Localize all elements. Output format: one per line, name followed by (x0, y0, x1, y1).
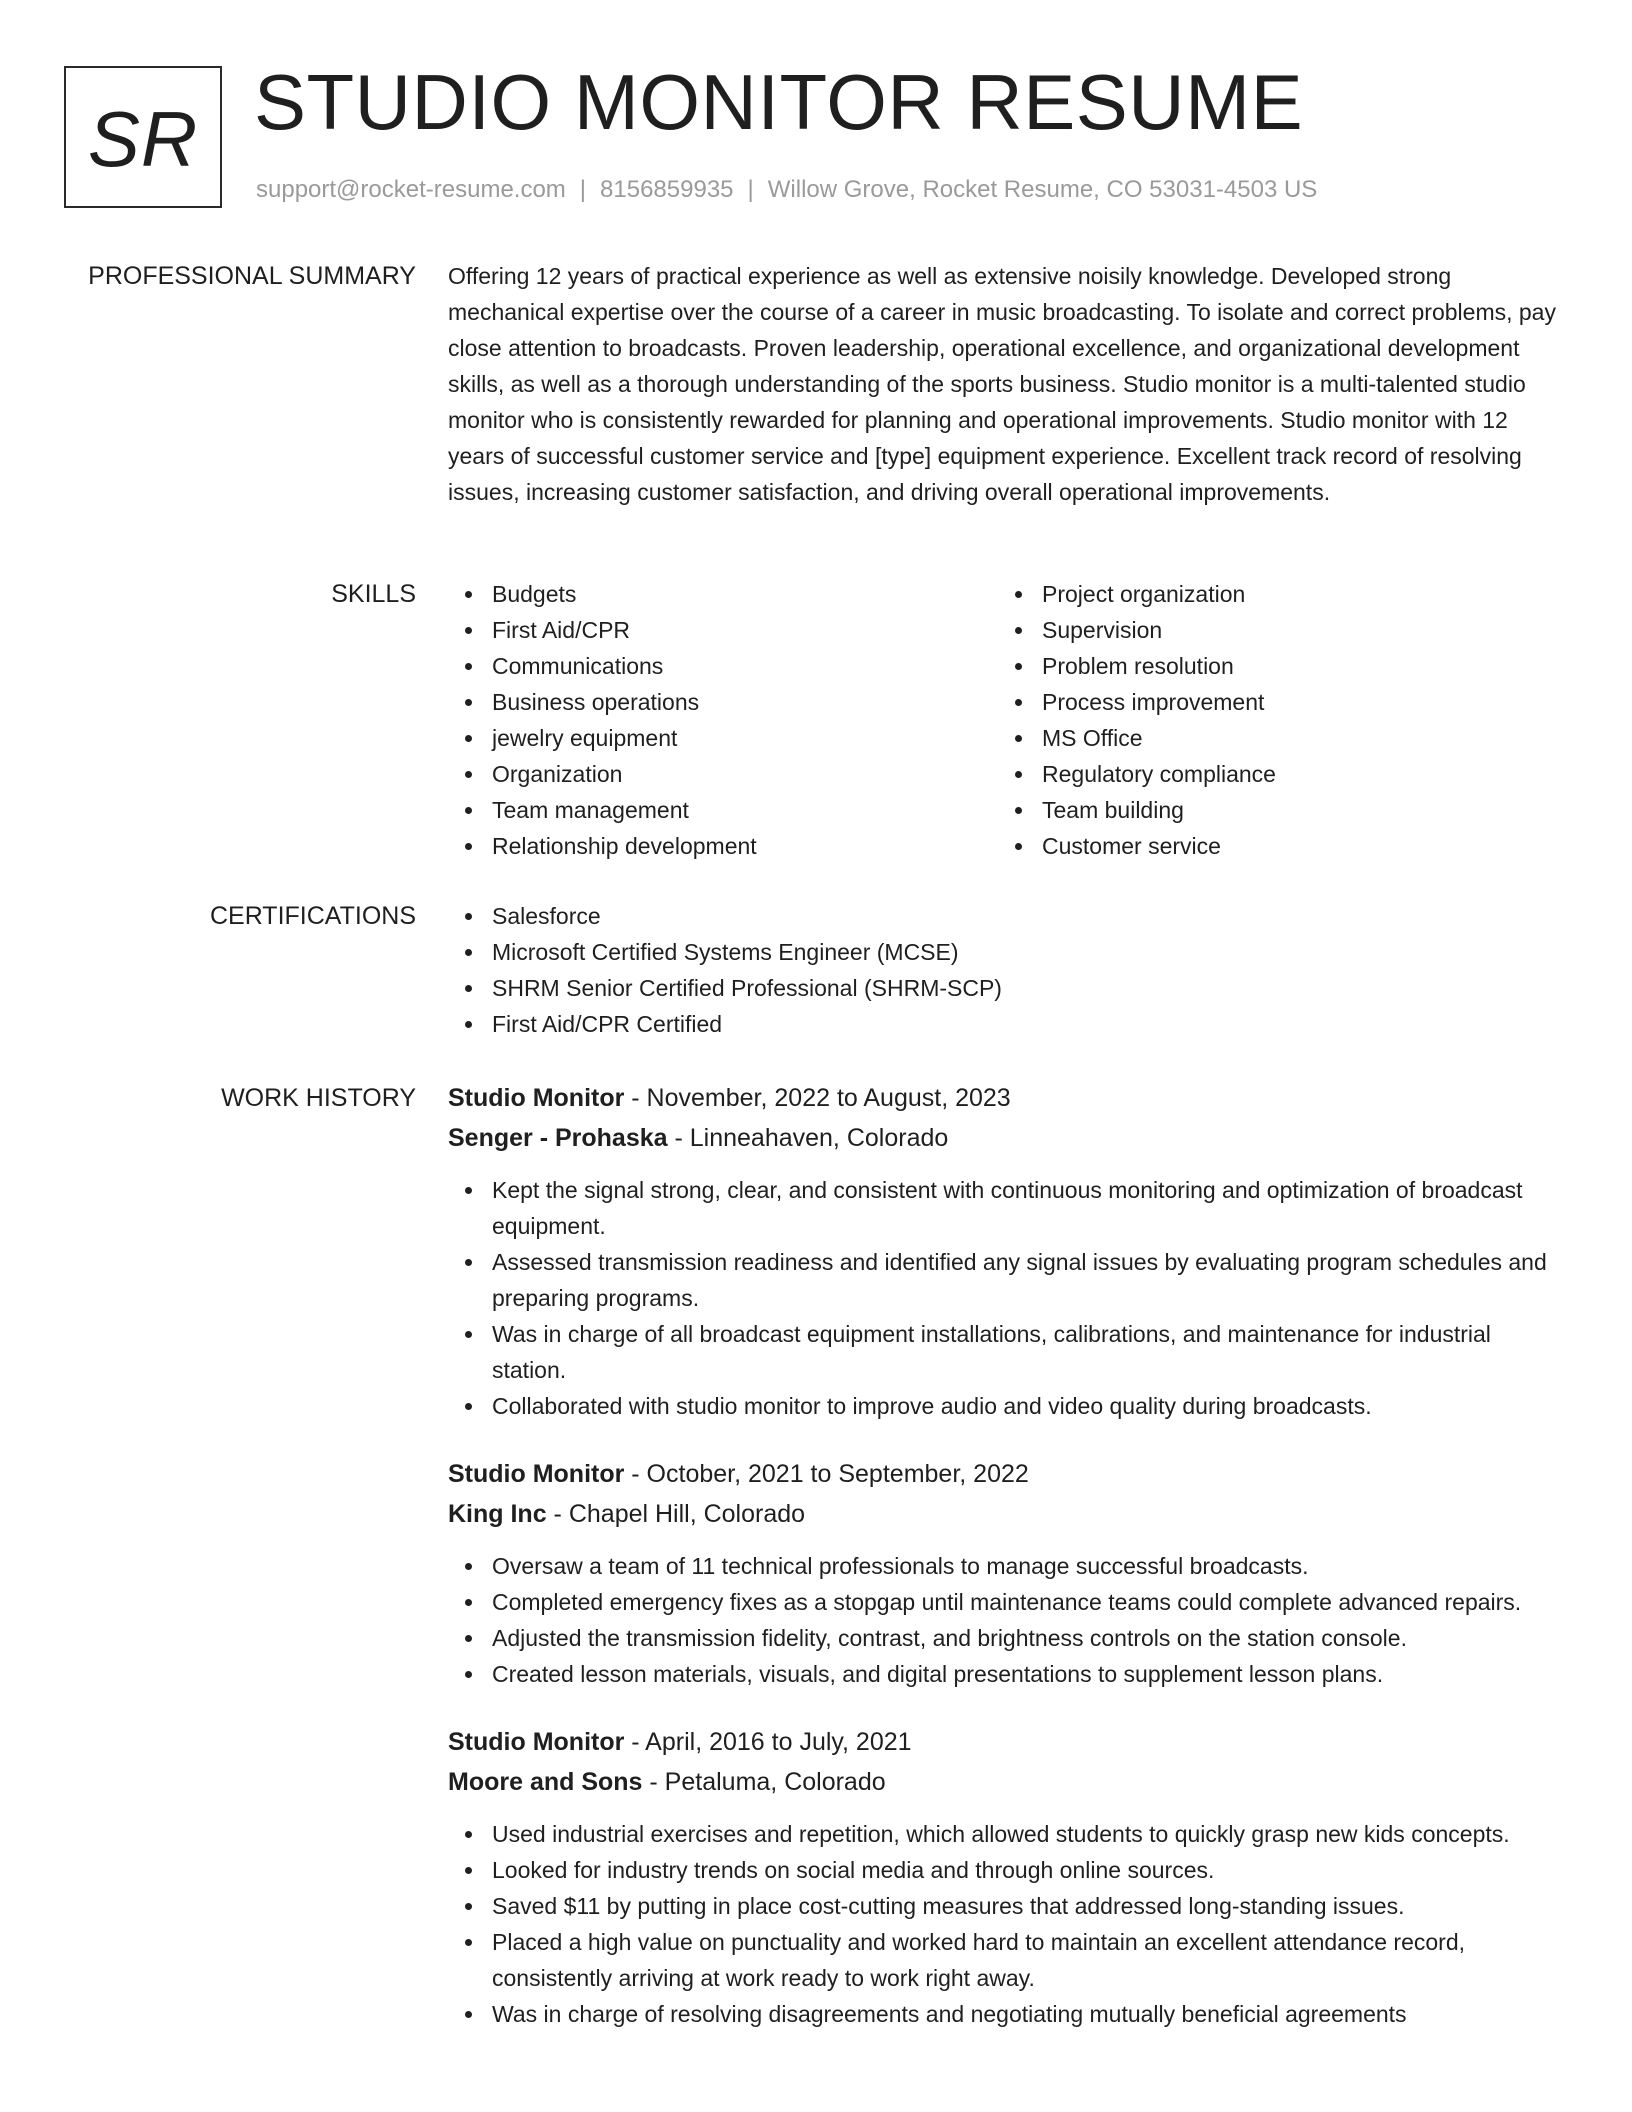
job-location: - Chapel Hill, Colorado (546, 1500, 806, 1528)
job-bullet: Saved $11 by putting in place cost-cutting measures that addressed long-standing issues. (448, 1888, 1568, 1924)
section-label-certifications: CERTIFICATIONS (209, 902, 416, 930)
job-entry (448, 1722, 1568, 2032)
skill-item: Regulatory compliance (998, 756, 1548, 792)
job-bullet: Kept the signal strong, clear, and consistent with continuous monitoring and optimization of broadcast equipment. (448, 1172, 1568, 1244)
skill-item: Project organization (998, 576, 1548, 612)
certification-item: First Aid/CPR Certified (448, 1006, 1568, 1042)
skill-item: MS Office (998, 720, 1548, 756)
job-bullet: Assessed transmission readiness and identified any signal issues by evaluating program schedules and preparing programs. (448, 1244, 1568, 1316)
job-dates: - April, 2016 to July, 2021 (624, 1728, 912, 1756)
job-bullet: Oversaw a team of 11 technical professionals to manage successful broadcasts. (448, 1548, 1568, 1584)
job-entry (448, 1454, 1568, 1692)
monogram-initials: SR (87, 95, 199, 183)
job-company: Moore and Sons (448, 1768, 643, 1796)
skills-list-left (448, 576, 998, 864)
certifications-list (448, 898, 1568, 1042)
job-title-line (448, 1722, 1568, 1762)
job-company: King Inc (448, 1500, 547, 1528)
contact-line (256, 174, 1317, 206)
job-location: - Linneahaven, Colorado (667, 1124, 949, 1152)
job-bullet: Was in charge of all broadcast equipment installations, calibrations, and maintenance for industrial station. (448, 1316, 1568, 1388)
skills-list-right (998, 576, 1548, 864)
job-title: Studio Monitor (448, 1728, 625, 1756)
skill-item: Organization (448, 756, 998, 792)
skill-item: Business operations (448, 684, 998, 720)
job-company-line (448, 1118, 1568, 1158)
job-bullets (448, 1548, 1568, 1692)
skill-item: Team management (448, 792, 998, 828)
job-bullet: Looked for industry trends on social media and through online sources. (448, 1852, 1568, 1888)
job-entry (448, 1078, 1568, 1424)
resume-title: STUDIO MONITOR RESUME (254, 58, 1304, 146)
job-dates: - October, 2021 to September, 2022 (624, 1460, 1029, 1488)
skill-item: Process improvement (998, 684, 1548, 720)
job-title: Studio Monitor (448, 1084, 625, 1112)
monogram-box (64, 66, 222, 208)
contact-address: Willow Grove, Rocket Resume, CO 53031-4503 US (767, 176, 1318, 203)
contact-separator: | (747, 176, 754, 203)
skill-item: Problem resolution (998, 648, 1548, 684)
job-company-line (448, 1762, 1568, 1802)
certification-item: Microsoft Certified Systems Engineer (MCSE) (448, 934, 1568, 970)
job-bullet: Was in charge of resolving disagreements and negotiating mutually beneficial agreements (448, 1996, 1568, 2032)
contact-separator: | (579, 176, 587, 203)
job-dates: - November, 2022 to August, 2023 (624, 1084, 1011, 1112)
job-title: Studio Monitor (448, 1460, 625, 1488)
certification-item: Salesforce (448, 898, 1568, 934)
job-bullets (448, 1172, 1568, 1424)
job-bullets (448, 1816, 1568, 2032)
certification-item: SHRM Senior Certified Professional (SHRM-SCP) (448, 970, 1568, 1006)
job-bullet: Collaborated with studio monitor to improve audio and video quality during broadcasts. (448, 1388, 1568, 1424)
job-title-line (448, 1078, 1568, 1118)
work-history-section (448, 1078, 1568, 2062)
job-title-line (448, 1454, 1568, 1494)
summary-text: Offering 12 years of practical experience as well as extensive noisily knowledge. Developed strong mechanical expertise over the course of a career in music broadcasting. To isolate and correct problems, pay close attention to broadcasts. Proven leadership, operational excellence, and organizational development skills, as well as a thorough understanding of the sports business. Studio monitor is a multi-talented studio monitor who is consistently rewarded for planning and operational improvements. Studio monitor with 12 years of successful customer service and [type] equipment experience. Excellent track record of resolving issues, increasing customer satisfaction, and driving overall operational improvements. (448, 263, 1556, 505)
skill-item: Supervision (998, 612, 1548, 648)
job-bullet: Completed emergency fixes as a stopgap until maintenance teams could complete advanced repairs. (448, 1584, 1568, 1620)
contact-phone: 8156859935 (600, 176, 734, 203)
job-company-line (448, 1494, 1568, 1534)
certifications-section (448, 898, 1568, 1042)
job-location: - Petaluma, Colorado (642, 1768, 886, 1796)
job-bullet: Adjusted the transmission fidelity, contrast, and brightness controls on the station console. (448, 1620, 1568, 1656)
section-label-summary: PROFESSIONAL SUMMARY (88, 262, 416, 290)
section-label-work-history: WORK HISTORY (221, 1084, 416, 1112)
skill-item: Team building (998, 792, 1548, 828)
skills-section (448, 576, 1568, 864)
section-label-skills: SKILLS (331, 580, 416, 608)
skill-item: jewelry equipment (448, 720, 998, 756)
skill-item: Relationship development (448, 828, 998, 864)
job-bullet: Used industrial exercises and repetition, which allowed students to quickly grasp new kids concepts. (448, 1816, 1568, 1852)
skill-item: Communications (448, 648, 998, 684)
job-bullet: Created lesson materials, visuals, and digital presentations to supplement lesson plans. (448, 1656, 1568, 1692)
skills-grid (448, 576, 1568, 864)
job-bullet: Placed a high value on punctuality and worked hard to maintain an excellent attendance record, consistently arriving at work ready to work right away. (448, 1924, 1568, 1996)
skill-item: Customer service (998, 828, 1548, 864)
skill-item: Budgets (448, 576, 998, 612)
contact-email: support@rocket-resume.com (256, 176, 566, 203)
skill-item: First Aid/CPR (448, 612, 998, 648)
job-company: Senger - Prohaska (448, 1124, 668, 1152)
summary-section (448, 258, 1568, 510)
